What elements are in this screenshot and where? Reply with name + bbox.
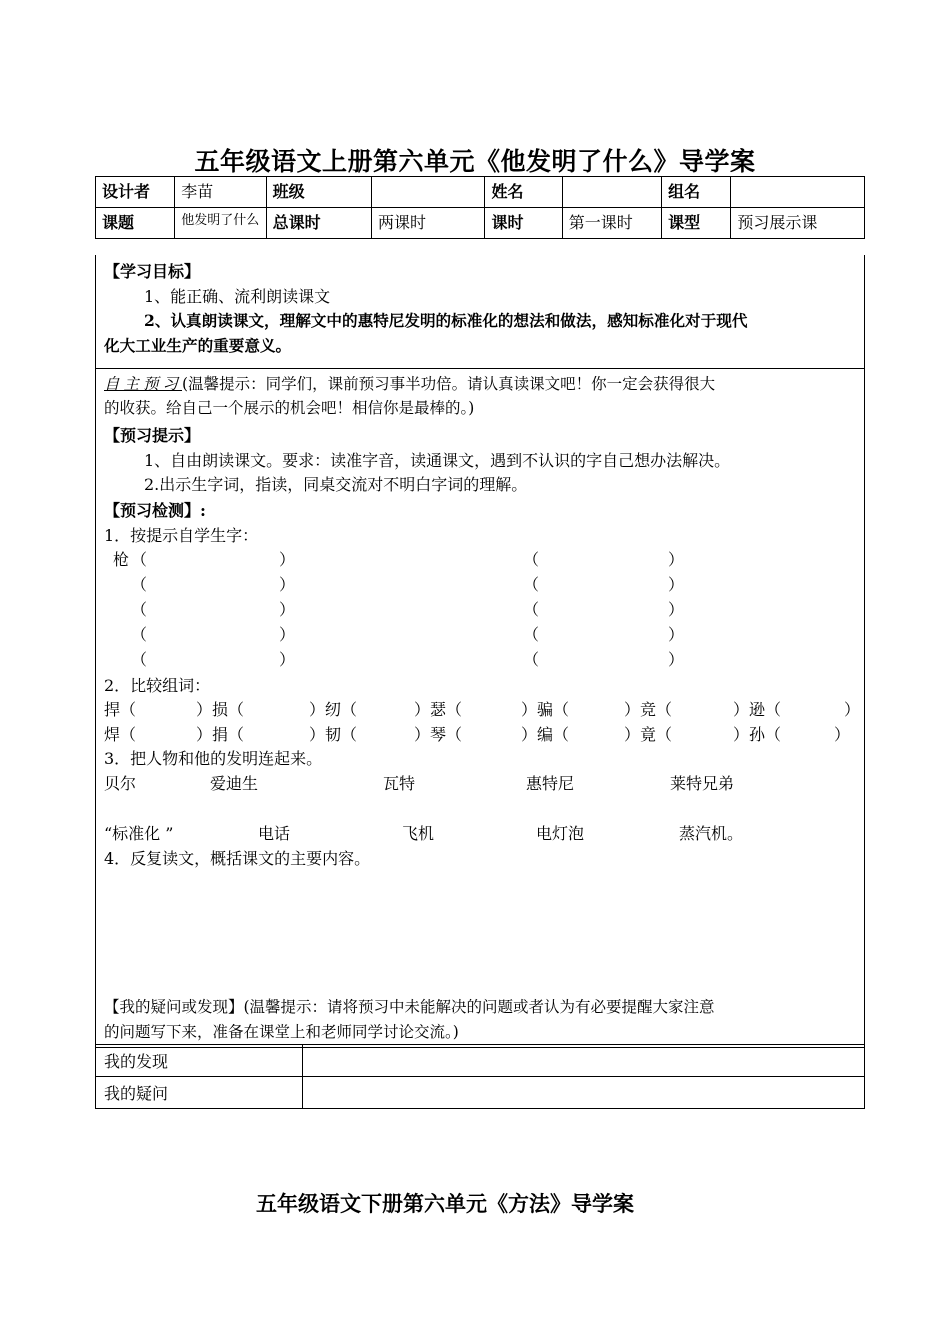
question-2: 2．比较组词： [104, 676, 211, 695]
compare-item: ）竞（ [624, 700, 673, 719]
topic-label: 课题 [96, 208, 175, 239]
page-title: 五年级语文上册第六单元《他发明了什么》导学案 [194, 147, 756, 176]
goal-2b: 化大工业生产的重要意义。 [104, 336, 292, 355]
q1-first-char: 枪 [113, 550, 130, 569]
compare-item: ）编（ [521, 725, 570, 744]
compare-item: ）纫（ [309, 700, 358, 719]
question-discovery-b: 的问题写下来，准备在课堂上和老师同学讨论交流。) [104, 1023, 459, 1041]
compare-item: ）孙（ [733, 725, 782, 744]
class-label: 班级 [266, 177, 371, 208]
compare-item: ）韧（ [309, 725, 358, 744]
compare-item: 焊（ [104, 725, 137, 744]
compare-item: ） [844, 700, 861, 719]
invention-name[interactable]: “标准化 ” [104, 824, 174, 843]
question-label: 我的疑问 [96, 1077, 303, 1109]
question-1: 1．按提示自学生字： [104, 526, 259, 545]
group-label: 组名 [662, 177, 731, 208]
next-title: 五年级语文下册第六单元《方法》导学案 [256, 1191, 634, 1216]
invention-name[interactable]: 飞机 [402, 824, 435, 843]
compare-item: ）捐（ [196, 725, 245, 744]
total-value: 两课时 [372, 208, 485, 239]
paren-open: （ [523, 550, 540, 569]
compare-item: ）损（ [196, 700, 245, 719]
tip-1: 1、自由朗读课文。要求：读准字音，读通课文，遇到不认识的字自己想办法解决。 [144, 451, 731, 470]
period-label: 课时 [485, 208, 562, 239]
goal-2a: 2、认真朗读课文，理解文中的惠特尼发明的标准化的想法和做法，感知标准化对于现代 [144, 311, 748, 330]
type-label: 课型 [662, 208, 731, 239]
invention-name[interactable]: 电灯泡 [536, 824, 585, 843]
paren-close: ） [279, 575, 296, 594]
question-4: 4．反复读文，概括课文的主要内容。 [104, 849, 371, 868]
tip-2: 2.出示生字词，指读，同桌交流对不明白字词的理解。 [144, 475, 528, 494]
person-name[interactable]: 惠特尼 [526, 774, 575, 793]
paren-open: （ [523, 575, 540, 594]
class-value[interactable] [372, 177, 485, 208]
compare-item: ）琴（ [414, 725, 463, 744]
invention-name[interactable]: 电话 [258, 824, 291, 843]
person-name[interactable]: 瓦特 [383, 774, 416, 793]
paren-close: ） [668, 575, 685, 594]
goals-heading: 【学习目标】 [104, 262, 201, 281]
paren-close: ） [279, 625, 296, 644]
question-discovery-a: 【我的疑问或发现】(温馨提示：请将预习中未能解决的问题或者认为有必要提醒大家注意 [104, 998, 715, 1016]
question-field[interactable] [303, 1077, 865, 1109]
compare-item: ）竟（ [624, 725, 673, 744]
name-label: 姓名 [485, 177, 562, 208]
preview-title: 自主预习 [104, 375, 183, 393]
paren-open: （ [523, 600, 540, 619]
person-name[interactable]: 爱迪生 [210, 774, 259, 793]
paren-open: （ [131, 650, 148, 669]
paren-close: ） [668, 550, 685, 569]
preview-intro [104, 372, 715, 394]
person-name[interactable]: 莱特兄弟 [670, 774, 735, 793]
compare-item: ） [834, 725, 851, 744]
group-value[interactable] [731, 177, 865, 208]
compare-item: ）瑟（ [414, 700, 463, 719]
person-name[interactable]: 贝尔 [104, 774, 137, 793]
compare-item: ）骗（ [521, 700, 570, 719]
paren-close: ） [279, 550, 296, 569]
compare-item: 捍（ [104, 700, 137, 719]
paren-close: ） [279, 650, 296, 669]
paren-open: （ [131, 625, 148, 644]
paren-open: （ [131, 600, 148, 619]
designer-value: 李苗 [175, 177, 266, 208]
paren-open: （ [523, 625, 540, 644]
compare-item: ）逊（ [733, 700, 782, 719]
preview-intro-b: 的收获。给自己一个展示的机会吧！相信你是最棒的。) [104, 399, 475, 417]
question-3: 3．把人物和他的发明连起来。 [104, 749, 323, 768]
paren-close: ） [668, 650, 685, 669]
discovery-label: 我的发现 [96, 1045, 303, 1077]
preview-intro-a: (温馨提示：同学们，课前预习事半功倍。请认真读课文吧！你一定会获得很大 [182, 375, 716, 393]
goals-section [95, 255, 865, 369]
check-heading: 【预习检测】: [104, 501, 206, 520]
type-value: 预习展示课 [731, 208, 865, 239]
topic-value: 他发明了什么 [175, 208, 266, 239]
paren-close: ） [279, 600, 296, 619]
discovery-field[interactable] [303, 1045, 865, 1077]
discovery-table [95, 1044, 865, 1109]
header-table [95, 176, 865, 239]
invention-name[interactable]: 蒸汽机。 [679, 824, 744, 843]
paren-open: （ [131, 550, 148, 569]
paren-close: ） [668, 625, 685, 644]
designer-label: 设计者 [96, 177, 175, 208]
goal-1: 1、能正确、流利朗读课文 [144, 287, 331, 306]
preview-section [95, 368, 865, 1048]
total-label: 总课时 [266, 208, 371, 239]
tips-heading: 【预习提示】 [104, 426, 201, 445]
name-value[interactable] [562, 177, 661, 208]
paren-close: ） [668, 600, 685, 619]
paren-open: （ [131, 575, 148, 594]
paren-open: （ [523, 650, 540, 669]
period-value: 第一课时 [562, 208, 661, 239]
